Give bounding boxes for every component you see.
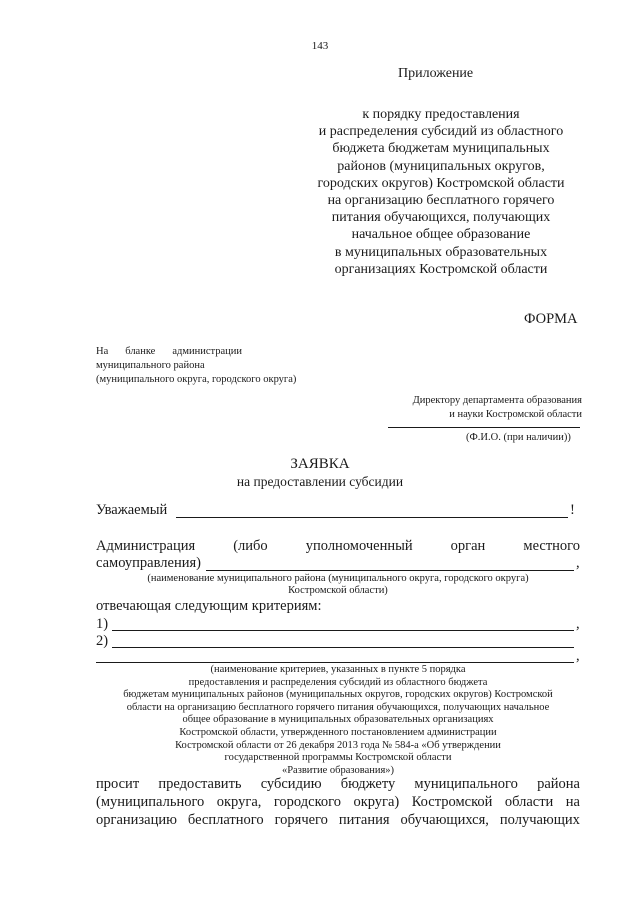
letterhead-word: бланке: [125, 346, 156, 357]
closing-word: организацию: [96, 812, 177, 828]
appendix-description: [300, 106, 582, 278]
admin-comma: ,: [576, 555, 580, 571]
greeting-word: Уважаемый: [96, 502, 168, 518]
letterhead-line-2: муниципального района: [96, 360, 205, 371]
admin-caption-2: Костромской области): [288, 585, 388, 596]
criteria-extra-comma: ,: [576, 648, 580, 664]
appendix-line: на организацию бесплатного горячего: [327, 193, 555, 209]
closing-word: городского: [273, 794, 341, 810]
appendix-line: районов (муниципальных округов,: [337, 158, 545, 174]
appendix-line: организациях Костромской области: [334, 261, 548, 277]
municipality-name-field[interactable]: [206, 570, 574, 571]
addressee-name-field[interactable]: [388, 427, 580, 428]
admin-line-2: самоуправления): [96, 555, 201, 571]
closing-word: бесплатного: [187, 812, 264, 828]
closing-line-1: [96, 776, 580, 793]
admin-word: Администрация: [96, 538, 196, 554]
closing-word: муниципального: [414, 776, 518, 792]
closing-word: питания: [338, 812, 390, 828]
appendix-line: и распределения субсидий из областного: [318, 124, 564, 140]
request-subtitle: на предоставлении субсидии: [236, 474, 404, 489]
criteria-caption-line: «Развитие образования»): [281, 764, 395, 776]
criteria-item-1-field[interactable]: [112, 630, 574, 631]
criteria-caption-line: Костромской области, утвержденного постановлением администрации: [179, 726, 497, 738]
criteria-caption-line: бюджетам муниципальных районов (муниципальных округов, городских округов) Костромской: [123, 689, 553, 701]
appendix-line: в муниципальных образовательных: [334, 244, 548, 260]
letterhead-note: [96, 345, 296, 387]
criteria-caption-line: Костромской области от 26 декабря 2013 года № 584-а «Об утверждении: [175, 739, 501, 751]
form-label: ФОРМА: [524, 311, 578, 327]
closing-word: округа): [353, 794, 400, 810]
greeting-name-field[interactable]: [176, 517, 568, 518]
admin-line-1: [96, 538, 580, 555]
criteria-item-2-field[interactable]: [112, 647, 574, 648]
appendix-line: к порядку предоставления: [362, 107, 520, 122]
greeting-exclamation: !: [570, 502, 575, 518]
letterhead-word: администрации: [172, 346, 242, 357]
criteria-caption-line: области на организацию бесплатного горячего питания обучающихся, получающих начальное: [126, 701, 550, 713]
admin-word: орган: [450, 538, 486, 554]
page-number: 143: [311, 40, 329, 52]
request-title: ЗАЯВКА: [290, 456, 350, 472]
appendix-line: городских округов) Костромской области: [317, 175, 565, 191]
closing-line-3: [96, 812, 580, 829]
appendix-line: бюджета бюджетам муниципальных: [332, 141, 550, 157]
addressee-line-2: и науки Костромской области: [449, 409, 582, 420]
appendix-line: питания обучающихся, получающих: [331, 210, 551, 226]
admin-caption-1: (наименование муниципального района (муниципального округа, городского округа): [147, 573, 529, 584]
closing-word: обучающихся,: [400, 812, 489, 828]
criteria-caption-line: предоставления и распределения субсидий из областного бюджета: [188, 676, 488, 688]
closing-word: района: [537, 776, 580, 792]
appendix-line: начальное общее образование: [351, 227, 531, 243]
closing-word: бюджету: [340, 776, 396, 792]
criteria-caption-line: государственной программы Костромской области: [224, 752, 452, 764]
admin-word: местного: [523, 538, 580, 554]
closing-word: на: [565, 794, 580, 810]
letterhead-line-3: (муниципального округа, городского округа): [96, 374, 297, 385]
letterhead-word: На: [96, 346, 109, 357]
criteria-item-1-comma: ,: [576, 616, 580, 632]
closing-word: Костромской: [411, 794, 493, 810]
closing-word: получающих: [499, 812, 580, 828]
closing-word: просит: [96, 776, 140, 792]
criteria-extra-field[interactable]: [96, 662, 574, 663]
closing-word: (муниципального: [96, 794, 205, 810]
closing-word: горячего: [274, 812, 328, 828]
criteria-intro: отвечающая следующим критериям:: [96, 598, 322, 614]
criteria-caption-line: общее образование в муниципальных образовательных организациях: [182, 714, 494, 726]
addressee-block: [413, 394, 582, 422]
criteria-caption-line: (наименование критериев, указанных в пункте 5 порядка: [210, 664, 466, 675]
addressee-line-1: Директору департамента образования: [412, 395, 582, 406]
criteria-item-2-label: 2): [96, 633, 109, 649]
admin-word: (либо: [233, 538, 268, 554]
admin-word: уполномоченный: [305, 538, 413, 554]
closing-word: предоставить: [158, 776, 242, 792]
appendix-title: Приложение: [398, 66, 474, 81]
closing-word: округа,: [216, 794, 262, 810]
criteria-item-1-label: 1): [96, 616, 109, 632]
closing-word: области: [504, 794, 554, 810]
closing-word: субсидию: [260, 776, 322, 792]
addressee-fio-caption: (Ф.И.О. (при наличии)): [466, 432, 571, 443]
letterhead-line-1: [96, 345, 242, 359]
criteria-caption: [96, 664, 580, 777]
closing-line-2: [96, 794, 580, 811]
